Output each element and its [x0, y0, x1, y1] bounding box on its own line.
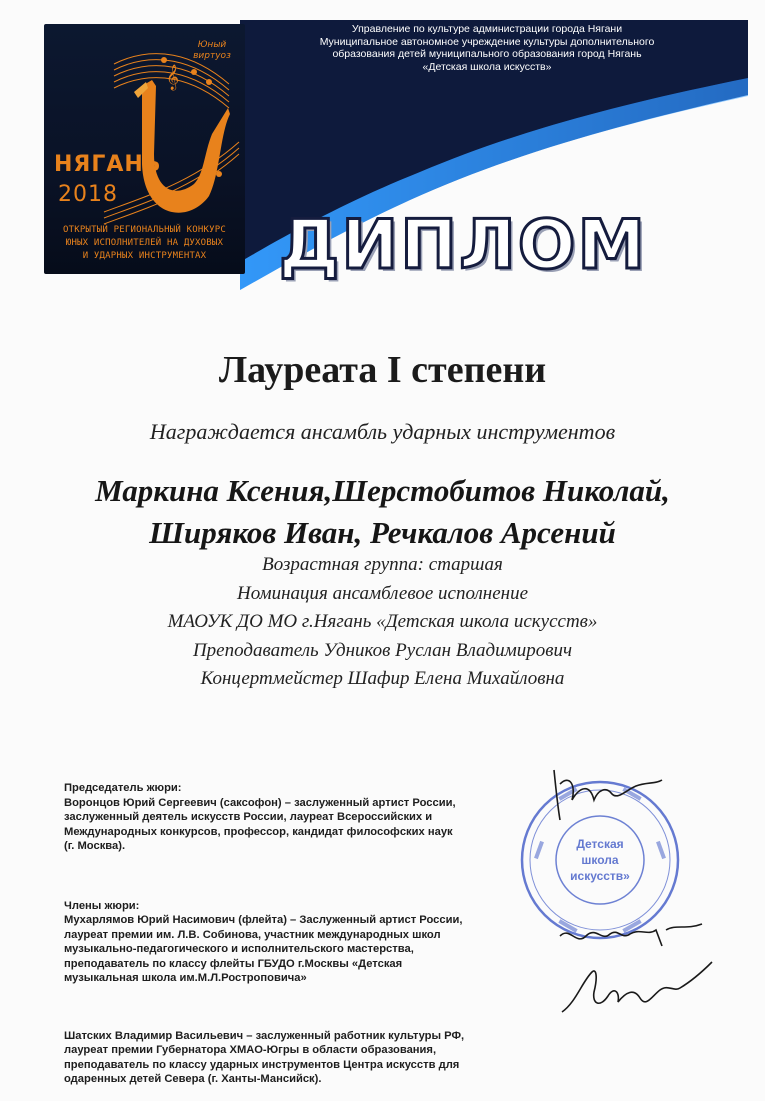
logo-caption	[50, 224, 239, 263]
chair-signature	[546, 760, 666, 830]
jury-line: (г. Москва).	[64, 840, 126, 852]
jury-line: Члены жюри:	[64, 899, 140, 912]
jury-line: лауреат премии Губернатора ХМАО-Югры в области образования,	[64, 1044, 437, 1056]
jury-line: Международных конкурсов, профессор, кандидат философских наук	[64, 825, 453, 838]
jury-line: Председатель жюри:	[64, 782, 182, 794]
age-group: Возрастная группа: старшая	[262, 554, 503, 575]
jury-line: Воронцов Юрий Сергеевич (саксофон) – заслуженный артист России,	[64, 796, 456, 809]
logo-caption-line: ЮНЫХ ИСПОЛНИТЕЛЕЙ НА ДУХОВЫХ	[65, 238, 224, 248]
awarded-to-line: Награждается ансамбль ударных инструментов	[149, 419, 616, 444]
names-line: Маркина Ксения,Шерстобитов Николай,	[95, 473, 670, 508]
nomination: Номинация ансамблевое исполнение	[236, 582, 529, 604]
laureate-names	[0, 470, 765, 554]
accompanist: Концертмейстер Шафир Елена Михайловна	[200, 668, 565, 689]
org-line: образования детей муниципального образования город Нягань	[332, 48, 642, 60]
jury-line: лауреат премии им. Л.В. Собинова, участник международных школ	[64, 928, 441, 941]
jury-line: Мухарлямов Юрий Насимович (флейта) – Заслуженный артист России,	[64, 914, 463, 926]
org-line: Муниципальное автономное учреждение культуры дополнительного	[319, 35, 655, 48]
member-signature	[556, 952, 716, 1024]
institution: МАОУК ДО МО г.Нягань «Детская школа искусств»	[167, 611, 598, 632]
stamp-text-line: школа	[581, 853, 619, 867]
jury-line: одаренных детей Севера (г. Ханты-Мансийск).	[64, 1073, 322, 1085]
jury-section	[64, 767, 534, 1101]
organization-header	[282, 23, 692, 73]
laureate-degree: Лауреата I степени	[218, 349, 547, 391]
logo-year: 2018	[58, 182, 118, 207]
logo-badge: Юный виртуоз	[193, 40, 231, 61]
member-signature	[556, 906, 706, 956]
contest-logo	[44, 24, 245, 274]
jury-line: преподаватель по классу ударных инструментов Центра искусств для	[64, 1058, 460, 1071]
org-line: «Детская школа искусств»	[422, 60, 552, 73]
stamp-text-line: Детская	[576, 837, 624, 851]
diploma-title: ДИПЛОМ	[278, 206, 648, 285]
names-line: Ширяков Иван, Речкалов Арсений	[149, 515, 616, 550]
jury-line: музыкальная школа им.М.Л.Ростроповича»	[64, 972, 307, 984]
teacher: Преподаватель Удников Руслан Владимирович	[192, 639, 573, 661]
jury-line: заслуженный деятель искусств России, лауреат Всероссийских и	[64, 811, 433, 823]
org-line: Управление по культуре администрации города Нягани	[351, 23, 623, 35]
stamp-text-line: искусств»	[570, 869, 630, 883]
logo-city: НЯГАНЬ	[54, 152, 162, 177]
award-details	[0, 551, 765, 694]
jury-line: музыкально-педагогического и исполнительского мастерства,	[64, 943, 414, 955]
logo-caption-line: ОТКРЫТЫЙ РЕГИОНАЛЬНЫЙ КОНКУРС	[63, 225, 226, 235]
jury-line: Шатских Владимир Васильевич – заслуженный работник культуры РФ,	[64, 1029, 465, 1042]
svg-text:𝄞: 𝄞	[166, 65, 180, 90]
logo-caption-line: И УДАРНЫХ ИНСТРУМЕНТАХ	[82, 251, 207, 261]
jury-line: преподаватель по классу флейты ГБУДО г.Москвы «Детская	[64, 957, 403, 970]
